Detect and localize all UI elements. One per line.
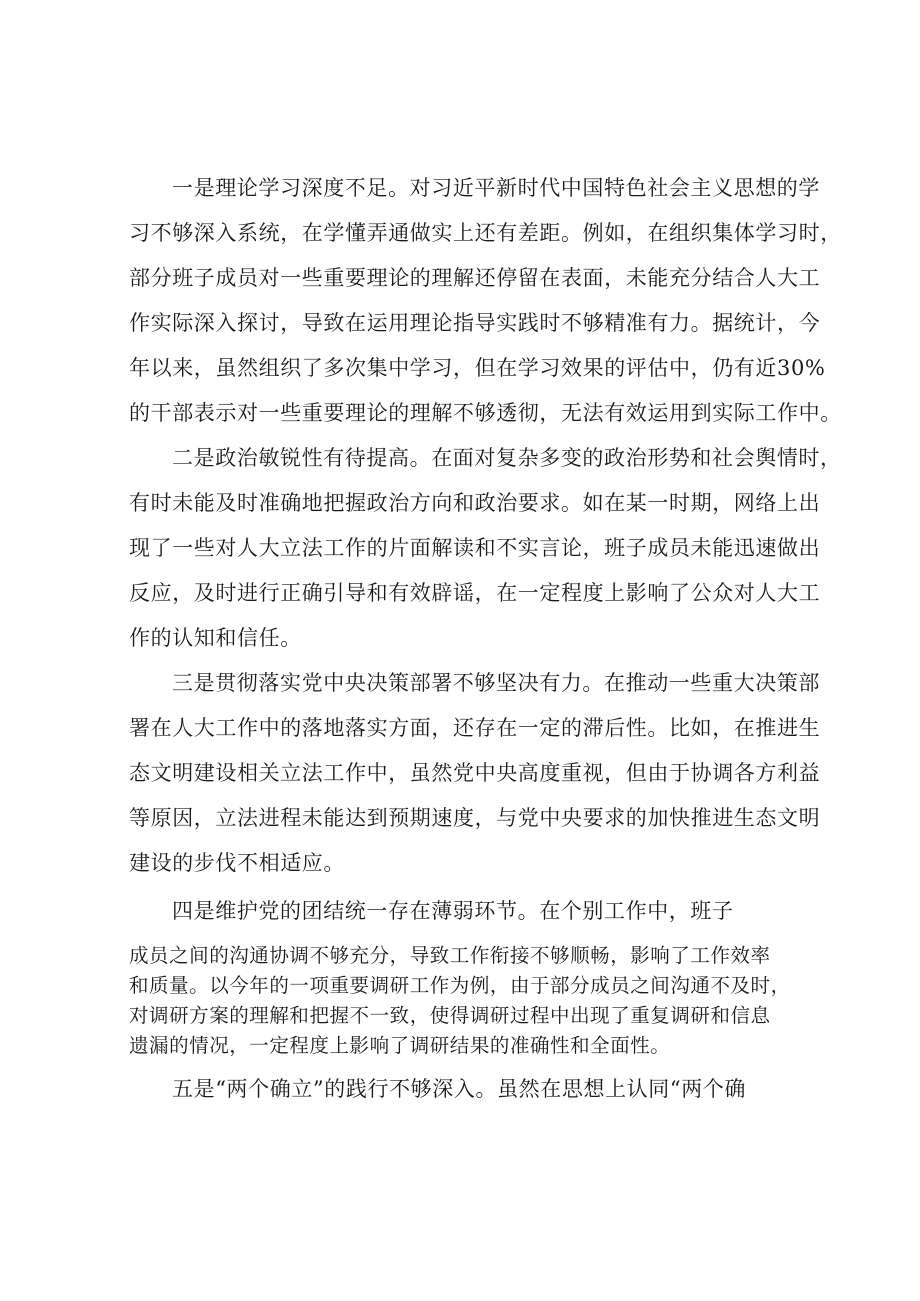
paragraph-2-line-5: 作的认知和信任。 bbox=[129, 626, 302, 650]
paragraph-1-line-2: 习不够深入系统，在学懂弄通做实上还有差距。例如，在组织集体学习时， bbox=[129, 221, 842, 245]
paragraph-2-line-2: 有时未能及时准确地把握政治方向和政治要求。如在某一时期，网络上出 bbox=[129, 491, 821, 515]
paragraph-2-line-4: 反应，及时进行正确引导和有效辟谣，在一定程度上影响了公众对人大工 bbox=[129, 581, 821, 605]
paragraph-3-line-2: 署在人大工作中的落地落实方面，还存在一定的滞后性。比如，在推进生 bbox=[129, 716, 821, 740]
paragraph-4-line-3: 和质量。以今年的一项重要调研工作为例，由于部分成员之间沟通不及时， bbox=[129, 974, 791, 997]
paragraph-2-line-1: 二是政治敏锐性有待提高。在面对复杂多变的政治形势和社会舆情时， bbox=[172, 446, 842, 470]
paragraph-1-line-3: 部分班子成员对一些重要理论的理解还停留在表面，未能充分结合人大工 bbox=[129, 266, 821, 290]
paragraph-3-line-1: 三是贯彻落实党中央决策部署不够坚决有力。在推动一些重大决策部 bbox=[172, 671, 820, 695]
paragraph-2-line-3: 现了一些对人大立法工作的片面解读和不实言论，班子成员未能迅速做出 bbox=[129, 536, 821, 560]
paragraph-4-line-5: 遗漏的情况，一定程度上影响了调研结果的准确性和全面性。 bbox=[129, 1034, 671, 1057]
paragraph-1-line-4: 作实际深入探讨，导致在运用理论指导实践时不够精准有力。据统计，今 bbox=[129, 311, 821, 335]
paragraph-5-line-1: 五是“两个确立”的践行不够深入。虽然在思想上认同“两个确 bbox=[172, 1077, 747, 1101]
paragraph-4-line-2: 成员之间的沟通协调不够充分，导致工作衔接不够顺畅，影响了工作效率 bbox=[129, 944, 771, 967]
paragraph-3-line-3: 态文明建设相关立法工作中，虽然党中央高度重视，但由于协调各方利益 bbox=[129, 761, 821, 785]
paragraph-3-line-5: 建设的步伐不相适应。 bbox=[129, 851, 345, 875]
paragraph-4-line-1: 四是维护党的团结统一存在薄弱环节。在个别工作中，班子 bbox=[172, 899, 734, 923]
paragraph-1-line-6: 的干部表示对一些重要理论的理解不够透彻，无法有效运用到实际工作中。 bbox=[129, 401, 842, 425]
paragraph-1-line-1: 一是理论学习深度不足。对习近平新时代中国特色社会主义思想的学 bbox=[172, 176, 820, 200]
paragraph-3-line-4: 等原因，立法进程未能达到预期速度，与党中央要求的加快推进生态文明 bbox=[129, 806, 821, 830]
paragraph-4-line-4: 对调研方案的理解和把握不一致，使得调研过程中出现了重复调研和信息 bbox=[129, 1004, 771, 1027]
paragraph-1-line-5: 年以来，虽然组织了多次集中学习，但在学习效果的评估中，仍有近30% bbox=[129, 356, 826, 380]
